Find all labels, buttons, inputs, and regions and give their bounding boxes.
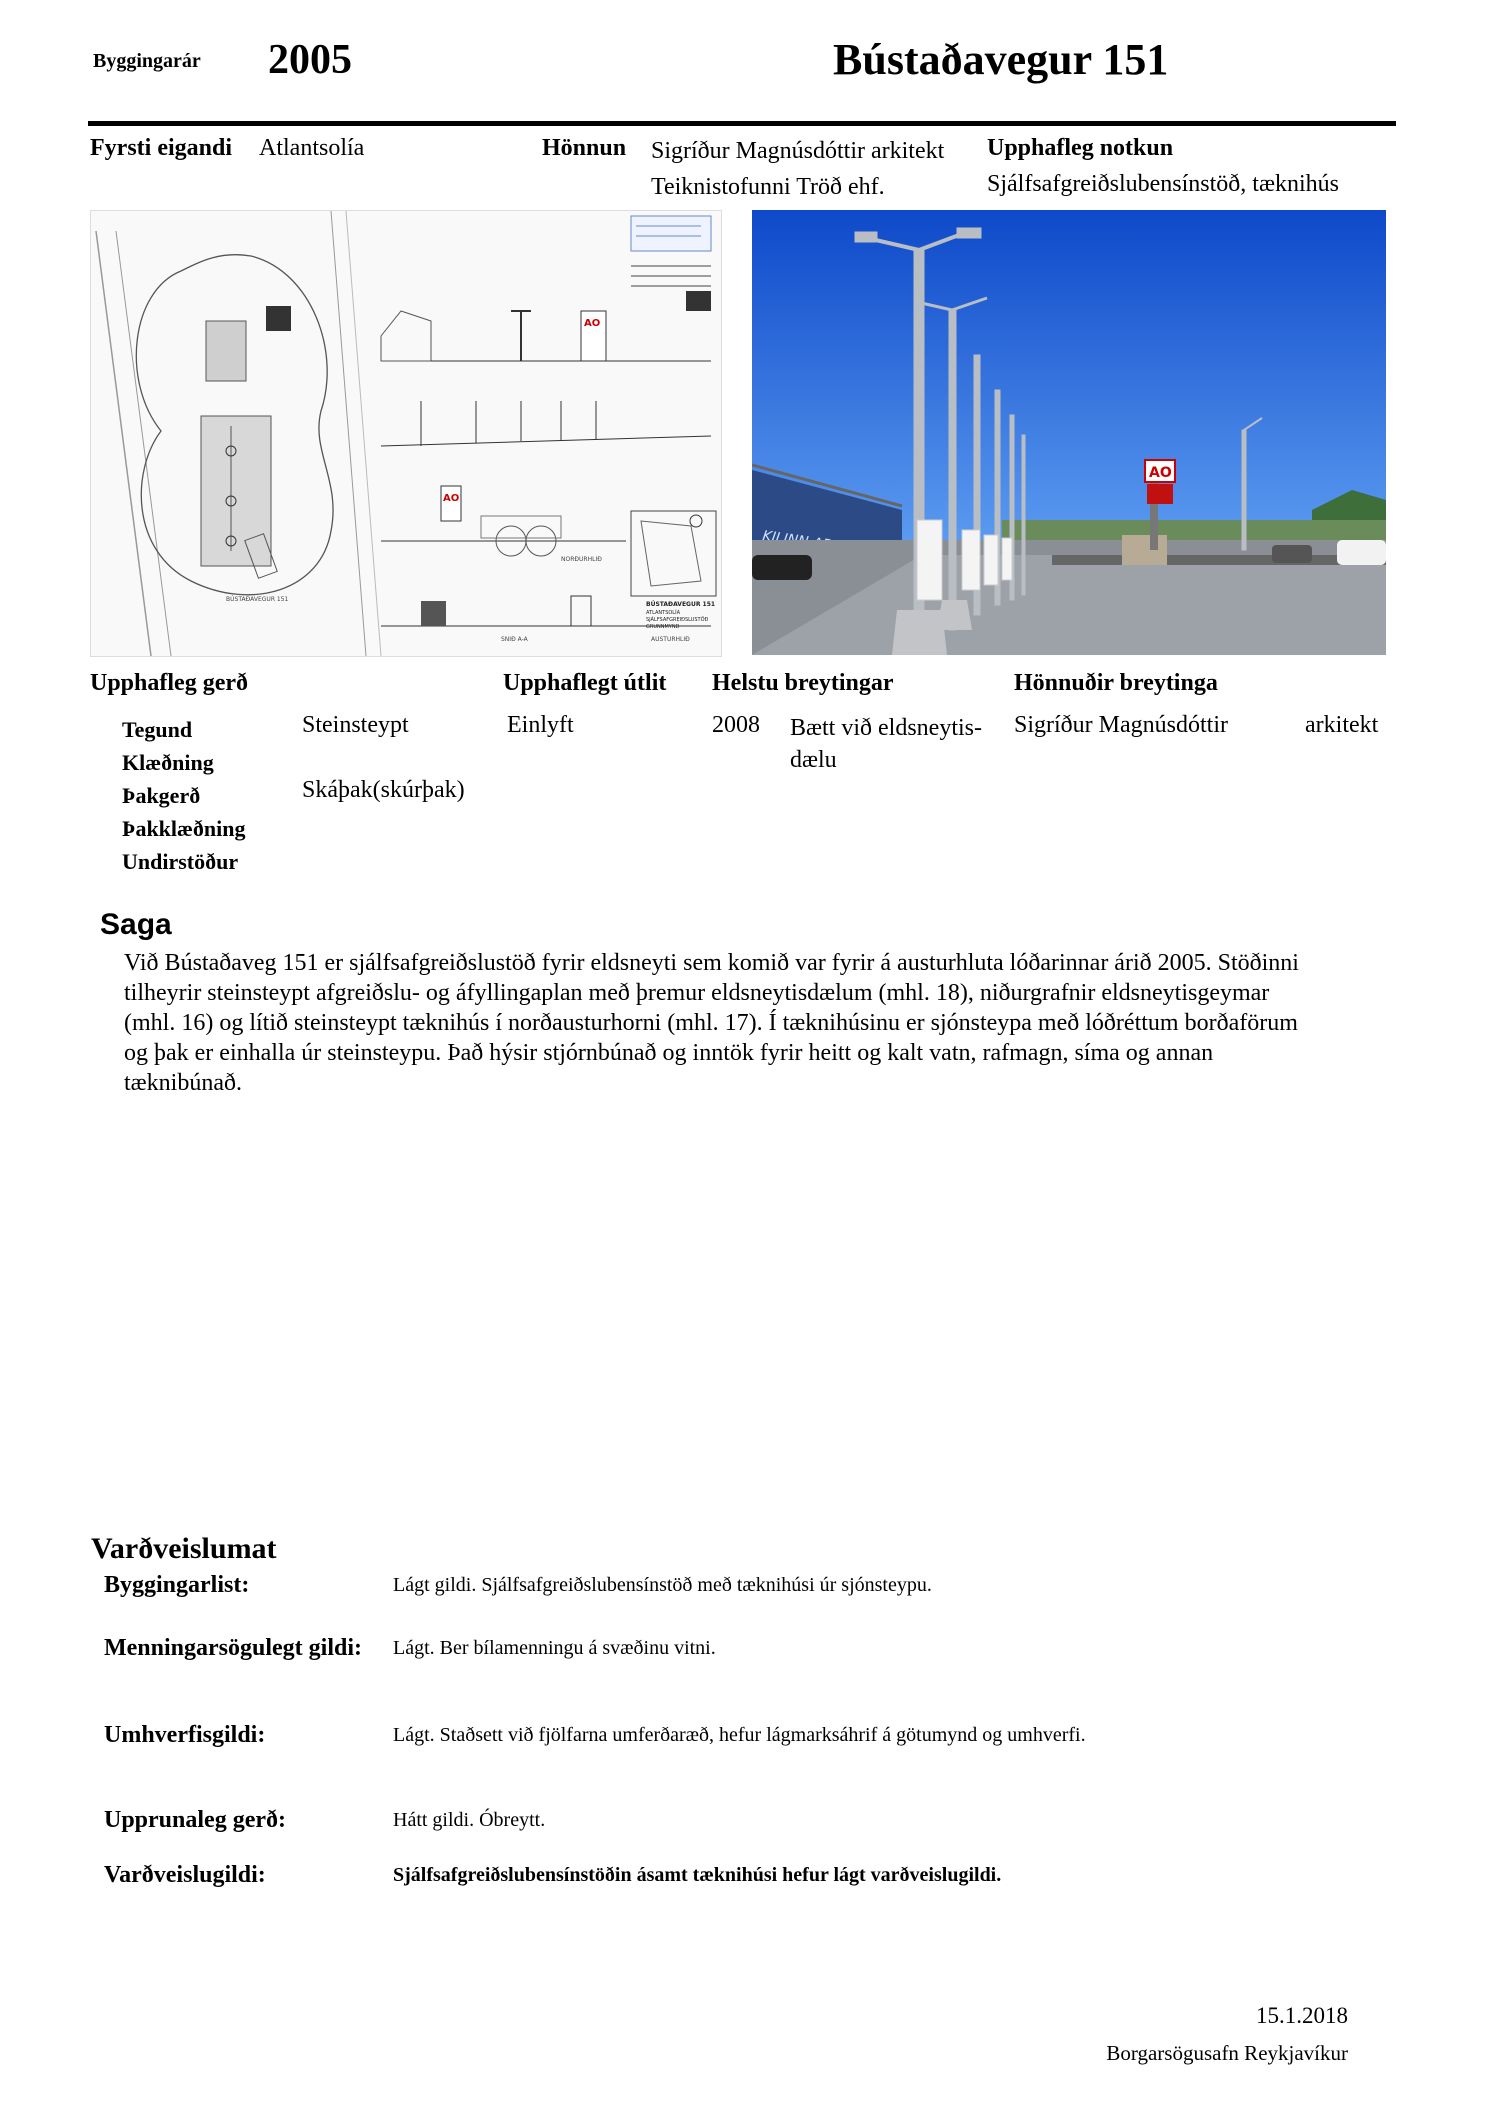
- change-designer-name: Sigríður Magnúsdóttir: [1014, 712, 1228, 738]
- plan-subtitle-1: ATLANTSOLÍA: [646, 610, 680, 616]
- attr-value-type: Steinsteypt: [302, 712, 409, 738]
- owner-label: Fyrsti eigandi: [90, 135, 232, 161]
- site-plan-svg: [91, 211, 721, 656]
- plan-title: BÚSTAÐAVEGUR 151: [646, 601, 716, 608]
- change-line-1: Bætt við eldsneytis-: [790, 715, 982, 741]
- saga-line: tilheyrir steinsteypt afgreiðslu- og áfyllingaplan með þremur eldsneytisdælum (mhl. 18), niðurgrafnir eldsneytisgeymar: [124, 980, 1270, 1006]
- appearance-title: Upphaflegt útlit: [503, 670, 667, 696]
- use-value: Sjálfsafgreiðslubensínstöð, tæknihús: [987, 171, 1339, 197]
- plan-logo-1: AO: [584, 318, 601, 329]
- saga-line: og þak er einhalla úr steinsteypu. Það hýsir stjórnbúnað og inntök fyrir heitt og kalt vatn, rafmagn, síma og annan: [124, 1040, 1214, 1066]
- station-photo: [752, 210, 1386, 655]
- footer-organization: Borgarsögusafn Reykjavíkur: [1106, 2041, 1348, 2065]
- preservation-value-original: Hátt gildi. Óbreytt.: [393, 1809, 546, 1831]
- design-label: Hönnun: [542, 135, 627, 161]
- use-label: Upphafleg notkun: [987, 135, 1174, 161]
- plan-subtitle-2: SJÁLFSAFGREIÐSLUSTÖÐ: [646, 617, 709, 623]
- saga-line: (mhl. 16) og lítið steinsteypt tæknihús í norðausturhorni (mhl. 17). Í tæknihúsinu er sjónsteypa með lóðréttum borðaförum: [124, 1010, 1298, 1036]
- plan-logo-2: AO: [443, 493, 460, 504]
- preservation-label-environment: Umhverfisgildi:: [104, 1722, 266, 1748]
- preservation-label-architecture: Byggingarlist:: [104, 1572, 250, 1598]
- saga-line: tæknibúnað.: [124, 1070, 242, 1096]
- plan-subtitle-3: GRUNNMYND: [646, 624, 680, 630]
- attr-label-foundation: Undirstöður: [122, 849, 239, 874]
- year-label: Byggingarár: [93, 50, 201, 72]
- construction-title: Upphafleg gerð: [90, 670, 248, 696]
- preservation-value-cultural: Lágt. Ber bílamenningu á svæðinu vitni.: [393, 1637, 716, 1659]
- attr-value-roof-type: Skáþak(skúrþak): [302, 777, 465, 803]
- photo-sign-logo: AO: [1149, 465, 1172, 481]
- change-line-2: dælu: [790, 747, 837, 773]
- change-designers-title: Hönnuðir breytinga: [1014, 670, 1218, 696]
- change-designer-role: arkitekt: [1305, 712, 1379, 738]
- owner-value: Atlantsolía: [259, 135, 365, 161]
- design-line-1: Sigríður Magnúsdóttir arkitekt: [651, 138, 945, 164]
- change-year: 2008: [712, 712, 760, 738]
- saga-title: Saga: [100, 908, 172, 941]
- preservation-value-environment: Lágt. Staðsett við fjölfarna umferðaræð, hefur lágmarksáhrif á götumynd og umhverfi.: [393, 1724, 1086, 1746]
- saga-text: [124, 948, 1394, 1098]
- construction-labels: [122, 713, 246, 878]
- plan-section-label: SNIÐ A-A: [501, 636, 528, 643]
- saga-line: Við Bústaðaveg 151 er sjálfsafgreiðslustöð fyrir eldsneyti sem komið var fyrir á austurhluta lóðarinnar árið 2005. Stöðinni: [124, 950, 1299, 976]
- attr-label-roof-cladding: Þakklæðning: [122, 816, 246, 841]
- header-rule: [88, 121, 1396, 126]
- attr-label-cladding: Klæðning: [122, 750, 214, 775]
- design-value: [651, 133, 944, 205]
- construction-year: 2005: [268, 37, 352, 83]
- preservation-value-overall: Sjálfsafgreiðslubensínstöðin ásamt tæknihúsi hefur lágt varðveislugildi.: [393, 1864, 1002, 1886]
- design-line-2: Teiknistofunni Tröð ehf.: [651, 174, 885, 200]
- plan-north-label: NORÐURHLIÐ: [561, 556, 602, 563]
- site-plan-drawing: [90, 210, 722, 657]
- preservation-label-original: Upprunaleg gerð:: [104, 1807, 286, 1833]
- page-title: Bústaðavegur 151: [833, 35, 1169, 84]
- station-photo-svg: [752, 210, 1386, 655]
- preservation-label-cultural: Menningarsögulegt gildi:: [104, 1635, 363, 1661]
- plan-east-label: AUSTURHLIÐ: [651, 636, 690, 643]
- footer-date: 15.1.2018: [1256, 2003, 1348, 2028]
- preservation-value-architecture: Lágt gildi. Sjálfsafgreiðslubensínstöð með tæknihúsi úr sjónsteypu.: [393, 1574, 932, 1596]
- attr-label-roof-type: Þakgerð: [122, 783, 201, 808]
- attr-label-type: Tegund: [122, 717, 193, 742]
- change-description: [790, 712, 982, 776]
- preservation-title: Varðveislumat: [91, 1532, 277, 1565]
- plan-street-label: BÚSTAÐAVEGUR 151: [226, 596, 289, 603]
- preservation-label-value: Varðveislugildi:: [104, 1862, 266, 1888]
- appearance-value: Einlyft: [507, 712, 574, 738]
- changes-title: Helstu breytingar: [712, 670, 894, 696]
